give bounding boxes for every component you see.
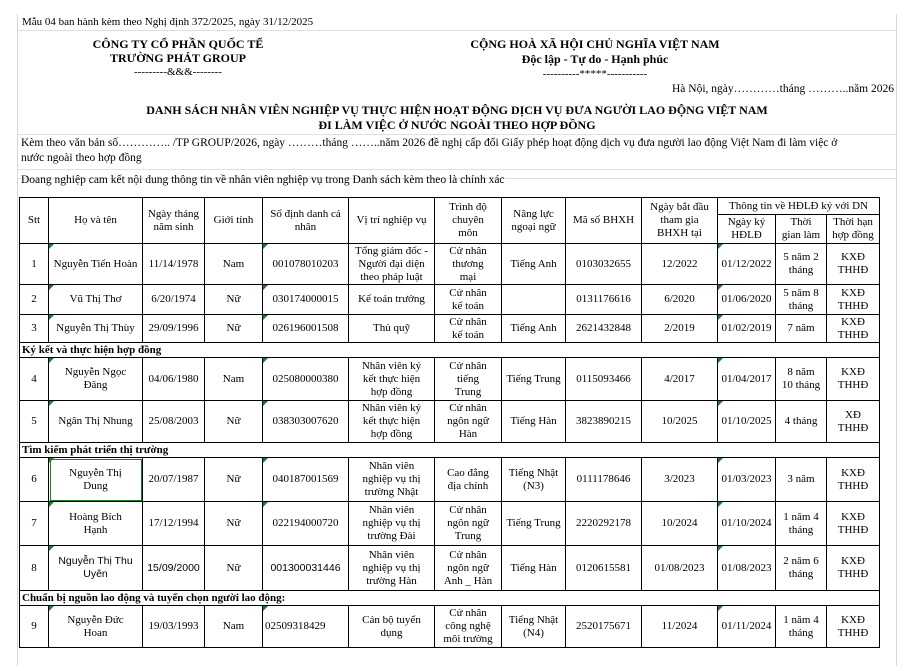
cell-text-line: Đăng bbox=[83, 379, 108, 391]
cell-gender: Nữ bbox=[205, 546, 263, 591]
cell-degree bbox=[435, 401, 502, 443]
cell-language: Tiếng Anh bbox=[502, 315, 566, 343]
cell-text-line: tháng bbox=[788, 568, 814, 580]
cell-bhxh: 2220292178 bbox=[566, 502, 642, 546]
cell-dob: 6/20/1974 bbox=[143, 285, 205, 315]
cell-text-line: dụng bbox=[380, 626, 403, 639]
cell-text-line: trường Nhật bbox=[364, 486, 419, 498]
cell-id: 02509318429 bbox=[263, 606, 349, 648]
cell-term bbox=[827, 401, 880, 443]
col-gender-header: Giới tính bbox=[205, 198, 263, 244]
cell-text-line: Hạnh bbox=[83, 523, 108, 536]
cell-sign-date: 01/03/2023 bbox=[718, 458, 776, 502]
cell-text-line: Năng lực bbox=[513, 207, 554, 220]
section-contract-signing: Ký kết và thực hiện hợp đồng bbox=[20, 343, 880, 358]
cell-text-line: nghiệp vụ thị bbox=[362, 473, 421, 485]
republic-motto: Độc lập - Tự do - Hạnh phúc bbox=[521, 52, 669, 66]
cell-name bbox=[49, 401, 143, 443]
cell-text-line: địa chính bbox=[447, 479, 489, 492]
cell-text-line: Dung bbox=[83, 479, 108, 492]
company-name-line1: CÔNG TY CỔ PHẦN QUỐC TẾ bbox=[92, 37, 264, 51]
cell-gender: Nam bbox=[205, 606, 263, 648]
cell-text-line: Ngân Thị Nhung bbox=[58, 415, 133, 427]
cell-text-line: ngôn ngữ bbox=[447, 415, 489, 427]
cell-language bbox=[502, 458, 566, 502]
cell-text-line: Cử nhân bbox=[449, 315, 487, 328]
cell-text-line: Cử nhân bbox=[449, 244, 487, 257]
col-sign-date-header bbox=[718, 215, 776, 244]
cell-sign-date: 01/08/2023 bbox=[718, 546, 776, 591]
table-row bbox=[20, 458, 880, 502]
cell-text-line: Nhân viên ký bbox=[361, 402, 422, 414]
cell-term bbox=[827, 546, 880, 591]
col-duration-header bbox=[776, 215, 827, 244]
cell-name bbox=[49, 458, 143, 502]
col-degree-header bbox=[435, 198, 502, 244]
cell-language bbox=[502, 285, 566, 315]
cell-text-line: ngoại ngữ bbox=[511, 220, 556, 233]
cell-language: Tiếng Trung bbox=[502, 358, 566, 401]
cell-text-line: 5 năm 8 bbox=[783, 286, 819, 299]
col-bhxh-header: Mã số BHXH bbox=[566, 198, 642, 244]
cell-text-line: Nguyễn Thị bbox=[69, 466, 122, 479]
cell-text-line: tiếng bbox=[457, 372, 479, 385]
cell-text-line: kết thực hiện bbox=[362, 372, 421, 385]
cell-bhxh-start: 4/2017 bbox=[642, 358, 718, 401]
cell-text-line: KXĐ bbox=[841, 366, 865, 378]
cell-bhxh: 3823890215 bbox=[566, 401, 642, 443]
cell-gender: Nữ bbox=[205, 315, 263, 343]
cell-text-line: Ngày tháng bbox=[147, 207, 199, 220]
commitment-text: Doang nghiệp cam kết nội dung thông tin về nhân viên nghiệp vụ trong Danh sách kèm theo là chính xác bbox=[21, 174, 505, 186]
cell-text-line: ngôn ngữ bbox=[447, 517, 489, 529]
cell-duration bbox=[776, 546, 827, 591]
cell-sign-date: 01/11/2024 bbox=[718, 606, 776, 648]
cell-position: Thủ quỹ bbox=[349, 315, 435, 343]
cell-text-line: XĐ bbox=[845, 408, 861, 421]
cell-duration: 3 năm bbox=[776, 458, 827, 502]
cell-id: 001300031446 bbox=[263, 546, 349, 591]
cell-language: Tiếng Trung bbox=[502, 502, 566, 546]
place-date: Hà Nội, ngày…………tháng ………..năm 2026 bbox=[672, 83, 894, 95]
cell-text-line: Nhân viên bbox=[368, 460, 415, 472]
cell-text-line: 8 năm bbox=[787, 366, 815, 378]
cell-degree bbox=[435, 502, 502, 546]
cell-text-line: Hàn bbox=[458, 428, 478, 440]
section-row bbox=[20, 591, 880, 606]
cell-sign-date: 01/04/2017 bbox=[718, 358, 776, 401]
cell-text-line: gian làm bbox=[781, 229, 821, 241]
cell-bhxh-start: 11/2024 bbox=[642, 606, 718, 648]
section-market-development: Tìm kiếm phát triển thị trường bbox=[20, 443, 880, 458]
cell-stt: 9 bbox=[20, 606, 49, 648]
cell-text-line: thương bbox=[452, 257, 484, 270]
cell-dob: 19/03/1993 bbox=[143, 606, 205, 648]
cell-id: 026196001508 bbox=[263, 315, 349, 343]
cell-name bbox=[49, 315, 143, 343]
table-row bbox=[20, 285, 880, 315]
cell-text-line: năm sinh bbox=[153, 220, 194, 233]
cell-text-line: Nguyễn Thị Thùy bbox=[56, 322, 135, 334]
cell-name bbox=[49, 358, 143, 401]
cell-text-line: 2 năm 6 bbox=[783, 555, 819, 567]
cell-bhxh-start: 12/2022 bbox=[642, 244, 718, 285]
cell-bhxh: 0131176616 bbox=[566, 285, 642, 315]
cell-id: 001078010203 bbox=[263, 244, 349, 285]
cell-position bbox=[349, 502, 435, 546]
cell-bhxh: 0103032655 bbox=[566, 244, 642, 285]
cell-position bbox=[349, 401, 435, 443]
cell-text-line: Ngày bắt đầu bbox=[650, 201, 709, 213]
cell-duration bbox=[776, 285, 827, 315]
cell-position: Kế toán trưởng bbox=[349, 285, 435, 315]
cell-text-line: HĐLĐ bbox=[731, 229, 762, 241]
cell-sign-date: 01/10/2025 bbox=[718, 401, 776, 443]
cell-id: 040187001569 bbox=[263, 458, 349, 502]
table-row bbox=[20, 401, 880, 443]
cell-text-line: THHĐ bbox=[837, 328, 869, 341]
cell-text-line: Nhân viên bbox=[368, 548, 415, 561]
cell-text-line: KXĐ bbox=[841, 315, 865, 328]
table-row bbox=[20, 315, 880, 343]
cell-text-line: 5 năm 2 bbox=[783, 251, 819, 263]
cell-text-line: nghiệp vụ thị bbox=[362, 517, 421, 529]
cell-name bbox=[49, 502, 143, 546]
cell-text-line: Tiếng Nhật bbox=[508, 613, 559, 626]
col-id-header bbox=[263, 198, 349, 244]
cell-text-line: Số định danh cá bbox=[270, 207, 341, 220]
cell-term bbox=[827, 358, 880, 401]
cell-duration: 7 năm bbox=[776, 315, 827, 343]
cell-duration bbox=[776, 244, 827, 285]
cell-position bbox=[349, 358, 435, 401]
cell-text-line: mại bbox=[459, 270, 477, 283]
cell-degree bbox=[435, 606, 502, 648]
cell-id: 030174000015 bbox=[263, 285, 349, 315]
cell-text-line: 10 tháng bbox=[781, 379, 821, 391]
cell-text-line: hợp đồng bbox=[370, 385, 413, 398]
cell-text-line: kết thực hiện bbox=[362, 415, 421, 427]
cell-stt: 1 bbox=[20, 244, 49, 285]
intro-text-line2: nước ngoài theo hợp đồng bbox=[21, 152, 142, 164]
section-recruitment: Chuẩn bị nguồn lao động và tuyển chọn người lao động: bbox=[20, 591, 880, 606]
cell-text-line: trường Hàn bbox=[366, 574, 417, 587]
cell-text-line: Cử nhân bbox=[449, 402, 487, 414]
col-stt-header: Stt bbox=[20, 198, 49, 244]
cell-bhxh-start: 10/2025 bbox=[642, 401, 718, 443]
cell-text-line: tham gia bbox=[660, 214, 699, 226]
cell-duration bbox=[776, 606, 827, 648]
cell-text-line: KXĐ bbox=[841, 466, 865, 479]
cell-text-line: Nguyễn Tiến Hoàn bbox=[53, 257, 138, 270]
cell-text-line: Nguyễn Ngọc bbox=[64, 366, 127, 378]
section-row bbox=[20, 343, 880, 358]
cell-duration: 4 tháng bbox=[776, 401, 827, 443]
cell-sign-date: 01/10/2024 bbox=[718, 502, 776, 546]
cell-stt: 4 bbox=[20, 358, 49, 401]
cell-text-line: Tiếng Nhật bbox=[508, 466, 559, 479]
cell-id: 025080000380 bbox=[263, 358, 349, 401]
company-name-line2: TRƯỜNG PHÁT GROUP bbox=[109, 51, 246, 65]
cell-text-line: Hoan bbox=[83, 626, 108, 639]
republic-separator: ----------*****----------- bbox=[542, 68, 648, 80]
cell-text-line: Cán bộ tuyển bbox=[362, 613, 421, 626]
intro-text-line1: Kèm theo văn bản số………….. /TP GROUP/2026, ngày ………tháng ……..năm 2026 đề nghị cấp đổi Giấy phép hoạt động dịch vụ đưa người lao động Việt Nam đi làm việc ở bbox=[21, 137, 838, 149]
col-language-header bbox=[502, 198, 566, 244]
cell-text-line: Tổng giám đốc - bbox=[354, 244, 428, 257]
cell-text-line: Thời hạn bbox=[833, 216, 873, 228]
cell-degree bbox=[435, 458, 502, 502]
cell-text-line: THHĐ bbox=[837, 421, 869, 434]
cell-dob: 04/06/1980 bbox=[143, 358, 205, 401]
cell-term bbox=[827, 315, 880, 343]
cell-bhxh: 2621432848 bbox=[566, 315, 642, 343]
cell-id: 022194000720 bbox=[263, 502, 349, 546]
col-dob-header bbox=[143, 198, 205, 244]
cell-text-line: tháng bbox=[788, 523, 814, 536]
cell-text-line: 1 năm 4 bbox=[783, 613, 819, 626]
cell-text-line: Trình độ bbox=[449, 201, 487, 213]
cell-dob: 25/08/2003 bbox=[143, 401, 205, 443]
cell-text-line: (N4) bbox=[523, 626, 544, 639]
cell-term bbox=[827, 244, 880, 285]
cell-text-line: tháng bbox=[788, 299, 814, 312]
cell-dob: 11/14/1978 bbox=[143, 244, 205, 285]
cell-text-line: KXĐ bbox=[841, 251, 865, 263]
document-title-line2: ĐI LÀM VIỆC Ở NƯỚC NGOÀI THEO HỢP ĐỒNG bbox=[318, 118, 596, 132]
cell-text-line: môi trường bbox=[443, 633, 493, 645]
cell-gender: Nam bbox=[205, 244, 263, 285]
cell-text-line: THHĐ bbox=[837, 299, 869, 312]
cell-text-line: nhân bbox=[294, 220, 317, 233]
cell-text-line: môn bbox=[458, 227, 478, 239]
cell-text-line: kế toán bbox=[451, 299, 485, 312]
cell-degree bbox=[435, 358, 502, 401]
cell-text-line: tháng bbox=[788, 264, 814, 276]
cell-term bbox=[827, 285, 880, 315]
cell-dob: 15/09/2000 bbox=[143, 546, 205, 591]
cell-text-line: THHĐ bbox=[837, 379, 869, 391]
cell-text-line: THHĐ bbox=[837, 568, 869, 580]
cell-sign-date: 01/06/2020 bbox=[718, 285, 776, 315]
cell-name bbox=[49, 546, 143, 591]
cell-text-line: 1 năm 4 bbox=[783, 510, 819, 523]
cell-language: Tiếng Anh bbox=[502, 244, 566, 285]
contract-group-header: Thông tin về HĐLĐ ký với DN bbox=[718, 198, 880, 215]
cell-text-line: THHĐ bbox=[837, 479, 869, 492]
cell-text-line: KXĐ bbox=[841, 555, 865, 567]
cell-sign-date: 01/02/2019 bbox=[718, 315, 776, 343]
cell-text-line: KXĐ bbox=[841, 613, 865, 626]
cell-text-line: Ngày ký bbox=[727, 216, 766, 228]
cell-position bbox=[349, 458, 435, 502]
cell-bhxh-start: 01/08/2023 bbox=[642, 546, 718, 591]
cell-name bbox=[49, 285, 143, 315]
cell-degree bbox=[435, 315, 502, 343]
cell-stt: 7 bbox=[20, 502, 49, 546]
cell-text-line: Trung bbox=[454, 385, 482, 398]
cell-text-line: Nguyễn Đức bbox=[67, 613, 124, 626]
republic-title: CỘNG HOÀ XÃ HỘI CHỦ NGHĨA VIỆT NAM bbox=[470, 37, 720, 51]
cell-text-line: Trung bbox=[454, 530, 482, 542]
cell-gender: Nữ bbox=[205, 502, 263, 546]
cell-bhxh-start: 2/2019 bbox=[642, 315, 718, 343]
cell-text-line: Vũ Thị Thơ bbox=[69, 293, 122, 305]
cell-gender: Nữ bbox=[205, 285, 263, 315]
cell-text-line: theo pháp luật bbox=[360, 270, 423, 283]
cell-text-line: Cao đẳng bbox=[447, 466, 489, 479]
cell-degree bbox=[435, 546, 502, 591]
cell-text-line: Cử nhân bbox=[449, 359, 487, 372]
cell-dob: 20/07/1987 bbox=[143, 458, 205, 502]
cell-text-line: công nghệ bbox=[445, 620, 491, 632]
cell-bhxh: 0115093466 bbox=[566, 358, 642, 401]
cell-text-line: THHĐ bbox=[837, 626, 869, 639]
cell-duration bbox=[776, 502, 827, 546]
cell-text-line: Cử nhân bbox=[449, 504, 487, 516]
cell-text-line: BHXH tại bbox=[657, 227, 702, 239]
cell-dob: 29/09/1996 bbox=[143, 315, 205, 343]
staff-table bbox=[19, 197, 880, 648]
cell-bhxh-start: 10/2024 bbox=[642, 502, 718, 546]
cell-dob: 17/12/1994 bbox=[143, 502, 205, 546]
cell-text-line: Cử nhân bbox=[449, 286, 487, 299]
cell-text-line: ngôn ngữ bbox=[447, 561, 489, 574]
cell-text-line: chuyên bbox=[452, 214, 484, 226]
cell-text-line: tháng bbox=[788, 626, 814, 639]
table-row bbox=[20, 546, 880, 591]
cell-text-line: Người đại diện bbox=[358, 257, 425, 270]
cell-degree bbox=[435, 285, 502, 315]
cell-degree bbox=[435, 244, 502, 285]
cell-term bbox=[827, 606, 880, 648]
cell-position bbox=[349, 606, 435, 648]
cell-duration bbox=[776, 358, 827, 401]
document-sheet bbox=[17, 14, 897, 666]
cell-text-line: kế toán bbox=[451, 328, 485, 341]
cell-language: Tiếng Hàn bbox=[502, 401, 566, 443]
table-row bbox=[20, 244, 880, 285]
cell-bhxh: 2520175671 bbox=[566, 606, 642, 648]
col-term-header bbox=[827, 215, 880, 244]
cell-text-line: (N3) bbox=[523, 479, 544, 492]
col-name-header: Họ và tên bbox=[49, 198, 143, 244]
cell-text-line: Thời bbox=[790, 216, 812, 228]
col-bhxh-start-header bbox=[642, 198, 718, 244]
cell-stt: 6 bbox=[20, 458, 49, 502]
cell-gender: Nữ bbox=[205, 458, 263, 502]
cell-position bbox=[349, 546, 435, 591]
cell-stt: 2 bbox=[20, 285, 49, 315]
cell-stt: 3 bbox=[20, 315, 49, 343]
cell-text-line: trường Đài bbox=[367, 530, 416, 542]
cell-stt: 8 bbox=[20, 546, 49, 591]
cell-text-line: Cử nhân bbox=[449, 548, 487, 561]
cell-stt: 5 bbox=[20, 401, 49, 443]
col-position-header: Vị trí nghiệp vụ bbox=[349, 198, 435, 244]
cell-text-line: Nhân viên ký bbox=[361, 359, 422, 372]
cell-sign-date: 01/12/2022 bbox=[718, 244, 776, 285]
cell-bhxh-start: 6/2020 bbox=[642, 285, 718, 315]
table-header-row bbox=[20, 198, 880, 215]
cell-text-line: Nguyễn Thị Thu bbox=[58, 555, 133, 567]
cell-text-line: hợp đồng bbox=[832, 229, 874, 241]
table-row bbox=[20, 606, 880, 648]
cell-text-line: THHĐ bbox=[837, 523, 869, 536]
document-title-line1: DANH SÁCH NHÂN VIÊN NGHIỆP VỤ THỰC HIỆN HOẠT ĐỘNG DỊCH VỤ ĐƯA NGƯỜI LAO ĐỘNG VIỆT NAM bbox=[146, 103, 768, 117]
cell-gender: Nữ bbox=[205, 401, 263, 443]
cell-bhxh: 0111178646 bbox=[566, 458, 642, 502]
cell-text-line: Hoàng Bích bbox=[69, 510, 122, 523]
cell-name bbox=[49, 606, 143, 648]
table-row bbox=[20, 358, 880, 401]
cell-term bbox=[827, 458, 880, 502]
cell-term bbox=[827, 502, 880, 546]
cell-text-line: Anh _ Hàn bbox=[443, 574, 493, 587]
cell-text-line: Cử nhân bbox=[449, 607, 487, 619]
cell-text-line: Nhân viên bbox=[368, 504, 415, 516]
company-separator: ---------&&&-------- bbox=[134, 66, 222, 78]
cell-bhxh-start: 3/2023 bbox=[642, 458, 718, 502]
cell-language bbox=[502, 606, 566, 648]
cell-text-line: KXĐ bbox=[841, 510, 865, 523]
cell-text-line: Uyên bbox=[83, 568, 108, 580]
cell-bhxh: 0120615581 bbox=[566, 546, 642, 591]
cell-text-line: THHĐ bbox=[837, 264, 869, 276]
form-note: Mẫu 04 ban hành kèm theo Nghị định 372/2025, ngày 31/12/2025 bbox=[22, 16, 314, 28]
cell-language: Tiếng Hàn bbox=[502, 546, 566, 591]
cell-text-line: nghiệp vụ thị bbox=[362, 561, 421, 574]
cell-text-line: hợp đồng bbox=[370, 428, 413, 440]
section-row bbox=[20, 443, 880, 458]
table-row bbox=[20, 502, 880, 546]
cell-text-line: KXĐ bbox=[841, 286, 865, 299]
cell-position bbox=[349, 244, 435, 285]
cell-id: 038303007620 bbox=[263, 401, 349, 443]
cell-gender: Nam bbox=[205, 358, 263, 401]
cell-name bbox=[49, 244, 143, 285]
